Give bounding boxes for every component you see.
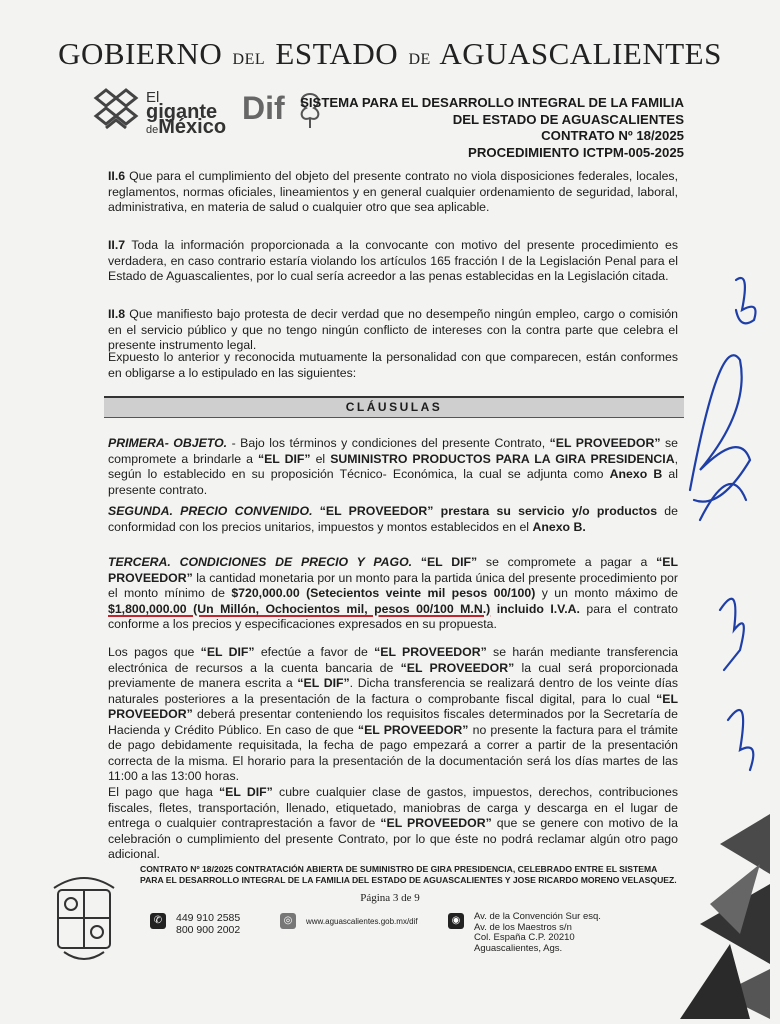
paragraph-number: II.8	[108, 307, 126, 321]
party-name: “EL PROVEEDOR”	[374, 645, 487, 659]
clause-text: se compromete a brindarle a	[108, 436, 678, 466]
phone-number: 800 900 2002	[176, 924, 241, 936]
location-icon: ◉	[448, 913, 464, 929]
clause-text: que se genere con motivo de la celebración o cumplimiento del presente Contrato, por lo que éste no podrá reclamar algún otro pago adicional.	[108, 816, 678, 861]
paragraph-text: Expuesto lo anterior y reconocida mutuamente la personalidad con que comparecen, están conformes en obligarse a lo estipulado en las siguientes:	[108, 350, 678, 380]
title-word: AGUASCALIENTES	[439, 36, 722, 71]
gigante-word: gigante	[146, 101, 218, 123]
header-title	[0, 36, 780, 72]
paragraph-expuesto	[108, 350, 678, 381]
gigante-mexico: México	[158, 116, 227, 138]
clause-text: deberá presentar conteniendo los requisitos fiscales determinados por la Secretaría de Hacienda y Crédito Público. En caso de que	[108, 707, 678, 737]
clause-text: de conformidad con los precios unitarios, impuestos y montos establecidos en el	[108, 504, 678, 534]
paragraph-II-8	[108, 307, 678, 354]
title-word: GOBIERNO	[58, 36, 223, 71]
iva-note: incluido I.V.A.	[490, 601, 580, 616]
clause-text: se compromete a pagar a	[477, 555, 657, 569]
corner-graphic	[620, 804, 780, 1024]
address-line: Col. España C.P. 20210	[474, 932, 575, 943]
address-line: Av. de los Maestros s/n	[474, 921, 572, 933]
minimum-amount: $720,000.00 (Setecientos veinte mil pesos 00/100)	[231, 586, 536, 600]
paragraph-II-7	[108, 238, 678, 285]
contract-object: SUMINISTRO PRODUCTOS PARA LA GIRA PRESIDENCIA	[330, 451, 675, 466]
footer-contract-note: CONTRATO Nº 18/2025 CONTRATACIÓN ABIERTA DE SUMINISTRO DE GIRA PRESIDENCIA, CELEBRADO ENTRE EL SISTEMA PARA EL DESARROLLO INTEGRAL DE LA FAMILIA DEL ESTADO DE AGUASCALIENTES Y JOSE RICARDO MORENO VELASQUEZ.	[140, 864, 677, 885]
phone-number: 449 910 2585	[176, 912, 241, 924]
annex-reference: Anexo B	[609, 467, 663, 481]
globe-icon: ◎	[280, 913, 296, 929]
gigante-wordmark	[146, 90, 226, 138]
org-header	[300, 95, 684, 161]
paragraph-pago-dif	[108, 785, 678, 863]
clause-text: el	[310, 451, 331, 466]
org-name-line1: SISTEMA PARA EL DESARROLLO INTEGRAL DE LA FAMILIA	[300, 95, 684, 110]
clause-text: efectúe a favor de	[254, 645, 375, 659]
clause-heading: SEGUNDA. PRECIO CONVENIDO.	[108, 504, 313, 518]
org-name-line2: DEL ESTADO DE AGUASCALIENTES	[452, 111, 684, 127]
phone-icon: ✆	[150, 913, 166, 929]
annex-reference: Anexo B.	[532, 519, 586, 534]
paragraph-text: Que para el cumplimiento del objeto del presente contrato no viola disposiciones federales, locales, reglamentos, normas oficiales, lineamientos y en general cualquier ordenamiento de seguridad, laboral, administrativa, en materia de salud o cualquier otro que sea aplicable.	[108, 169, 678, 214]
party-name: “EL PROVEEDOR”	[400, 660, 515, 675]
gigante-el: El	[146, 89, 160, 106]
party-clause: “EL PROVEEDOR” prestara su servicio y/o productos	[312, 504, 658, 518]
paragraph-number: II.7	[108, 238, 126, 252]
clause-text: la cual será proporcionada previamente de manera escrita a	[108, 660, 678, 690]
dif-wordmark: Dif	[242, 90, 285, 126]
clause-text: para el contrato conforme a los precios y especificaciones expresados en su propuesta.	[108, 601, 678, 631]
clause-segunda	[108, 504, 678, 535]
party-name: “EL DIF”	[200, 645, 255, 659]
clause-text: no presente la factura para el trámite de pago debidamente requisitada, la fecha de pago empezará a correr a partir de la presentación correcta de la misma. El horario para la presentación de la documentación será los días martes de las 11:00 a las 13:00 horas.	[108, 722, 678, 783]
party-name: “EL DIF”	[412, 555, 478, 569]
title-connector: DEL	[232, 51, 266, 68]
party-name: “EL PROVEEDOR”	[108, 691, 678, 721]
address-line: Av. de la Convención Sur esq.	[474, 911, 601, 922]
party-name: “EL PROVEEDOR”	[108, 555, 678, 585]
title-word: ESTADO	[275, 36, 399, 71]
clause-text: y un monto máximo de	[535, 586, 679, 600]
clause-primera	[108, 436, 678, 498]
party-name: “EL PROVEEDOR”	[549, 436, 661, 450]
gigante-de: de	[146, 124, 159, 136]
title-connector: DE	[408, 51, 431, 68]
clausulas-heading: CLÁUSULAS	[104, 396, 684, 418]
state-seal-icon	[44, 868, 124, 968]
clause-text: - Bajo los términos y condiciones del presente Contrato,	[227, 436, 550, 450]
party-name: “EL PROVEEDOR”	[357, 722, 469, 737]
handwritten-signatures	[680, 270, 780, 810]
clause-tercera	[108, 555, 678, 633]
party-name: “EL DIF”	[257, 451, 311, 466]
maximum-amount: $1,800,000.00 (Un Millón, Ochocientos mil, pesos 00/100 M.N.)	[108, 601, 491, 616]
clause-text: la cantidad monetaria por un monto para la partida única del presente procedimiento por el monto mínimo de	[108, 570, 678, 600]
clause-text: cubre cualquier clase de gastos, impuestos, derechos, contribuciones fiscales, fletes, transportación, llenado, etiquetado, maniobras de carga y descarga en el lugar de entrega o cualquier contraprestación a favor de	[108, 785, 678, 830]
party-name: “EL DIF”	[219, 785, 273, 799]
clause-text: al presente contrato.	[108, 467, 678, 497]
address-line: Aguascalientes, Ags.	[474, 942, 563, 954]
paragraph-number: II.6	[108, 169, 126, 183]
paragraph-II-6	[108, 169, 678, 216]
clause-text: . Dicha transferencia se realizará dentro de los veinte días naturales posteriores a la presentación de la factura o comprobante fiscal digital, para lo cual	[108, 676, 679, 706]
clause-text: Los pagos que	[108, 645, 201, 659]
party-name: “EL DIF”	[297, 676, 350, 690]
clause-text: se harán mediante transferencia electrónica de recursos a la cuenta bancaria de	[108, 645, 678, 675]
clause-heading: TERCERA. CONDICIONES DE PRECIO Y PAGO.	[108, 555, 413, 569]
clause-heading: PRIMERA- OBJETO.	[108, 436, 228, 450]
party-name: “EL PROVEEDOR”	[380, 816, 492, 830]
page-number: Página 3 de 9	[360, 892, 420, 904]
website-link[interactable]: www.aguascalientes.gob.mx/dif	[306, 917, 418, 926]
paragraph-text: Que manifiesto bajo protesta de decir verdad que no desempeño ningún empleo, cargo o comisión en el servicio público y que no tengo ningún conflicto de intereses con la contra parte que celebra el presente instrumento legal.	[108, 307, 678, 352]
gigante-logo-icon	[92, 88, 140, 134]
procedure-number: PROCEDIMIENTO ICTPM-005-2025	[468, 144, 684, 160]
paragraph-text: Toda la información proporcionada a la convocante con motivo del presente procedimiento es verdadera, en caso contrario estaría violando los artículos 165 fracción I de la Legislación Penal para el Estado de Aguascalientes, por lo cual sería acreedor a las penas establecidas en la Legislación citada.	[108, 238, 678, 283]
clause-text: El pago que haga	[108, 785, 220, 799]
contract-number: CONTRATO Nº 18/2025	[541, 128, 684, 143]
clause-text: , según lo establecido en su proposición Técnico- Económica, la cual se adjunta como	[108, 451, 679, 481]
paragraph-pagos	[108, 645, 678, 785]
